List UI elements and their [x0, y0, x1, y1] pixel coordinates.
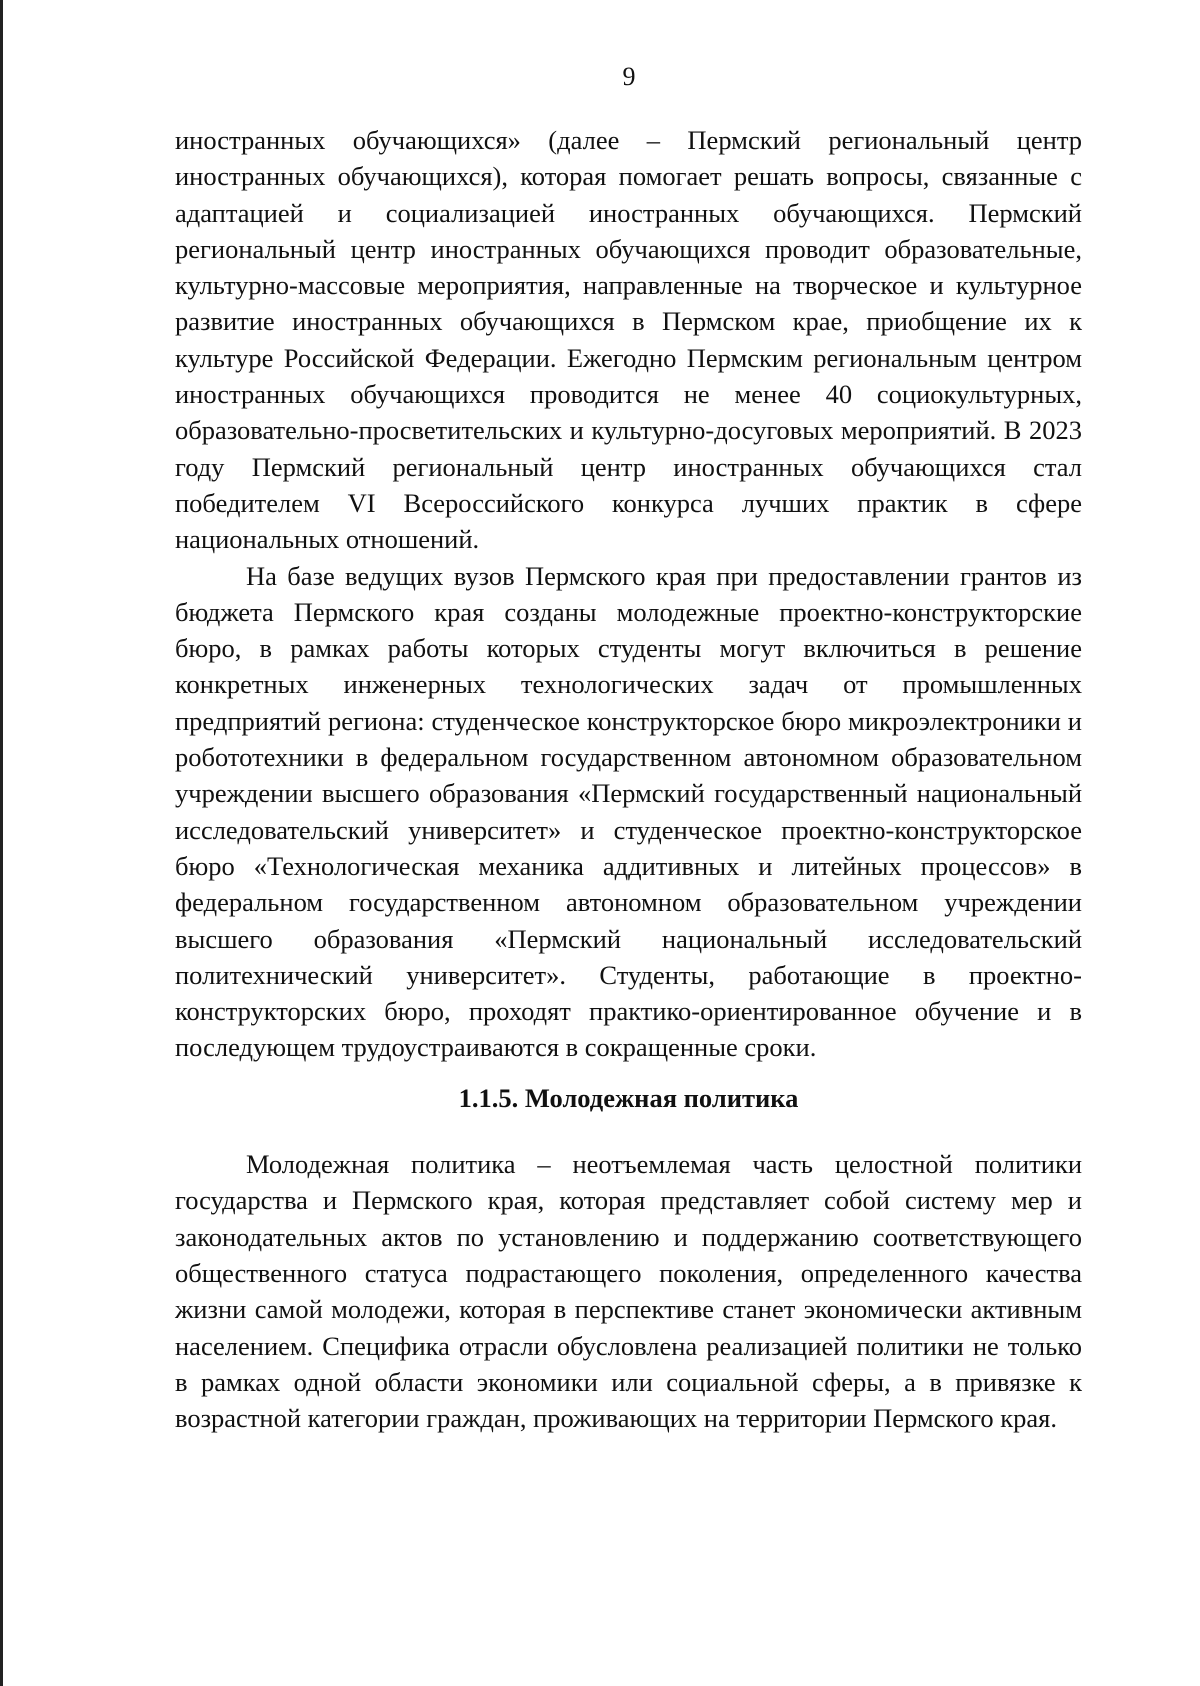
page-number: 9 — [622, 62, 636, 91]
paragraph-continuation: иностранных обучающихся» (далее – Пермский региональный центр иностранных обучающихся), которая помогает решать вопросы, связанные с адаптацией и социализацией иностранных обучающихся. Пермский региональный центр иностранных обучающихся проводит образовательные, культурно-массовые мероприятия, направленные на творческое и культурное развитие иностранных обучающихся в Пермском крае, приобщение их к культуре Российской Федерации. Ежегодно Пермским региональным центром иностранных обучающихся проводится не менее 40 социокультурных, образовательно-просветительских и культурно-досуговых мероприятий. В 2023 году Пермский региональный центр иностранных обучающихся стал победителем VI Всероссийского конкурса лучших практик в сфере национальных отношений. — [175, 125, 1082, 555]
scan-edge — [0, 0, 3, 1686]
paragraph-design-bureaus: На базе ведущих вузов Пермского края при предоставлении грантов из бюджета Пермского края созданы молодежные проектно-конструкторские бюро, в рамках работы которых студенты могут включиться в решение конкретных инженерных технологических задач от промышленных предприятий региона: студенческое конструкторское бюро микроэлектроники и робототехники в федеральном государственном автономном образовательном учреждении высшего образования «Пермский государственный национальный исследовательский университет» и студенческое проектно-конструкторское бюро «Технологическая механика аддитивных и литейных процессов» в федеральном государственном автономном образовательном учреждении высшего образования «Пермский национальный исследовательский политехнический университет». Студенты, работающие в проектно-конструкторских бюро, проходят практико-ориентированное обучение и в последующем трудоустраиваются в сокращенные сроки. — [175, 560, 1082, 1063]
document-body — [175, 122, 1082, 1436]
paragraph-youth-policy: Молодежная политика – неотъемлемая часть целостной политики государства и Пермского края, которая представляет собой систему мер и законодательных актов по установлению и поддержанию соответствующего общественного статуса подрастающего поколения, определенного качества жизни самой молодежи, которая в перспективе станет экономически активным населением. Специфика отрасли обусловлена реализацией политики не только в рамках одной области экономики или социальной сферы, а в привязке к возрастной категории граждан, проживающих на территории Пермского края. — [175, 1149, 1082, 1434]
section-heading: 1.1.5. Молодежная политика — [458, 1082, 799, 1113]
